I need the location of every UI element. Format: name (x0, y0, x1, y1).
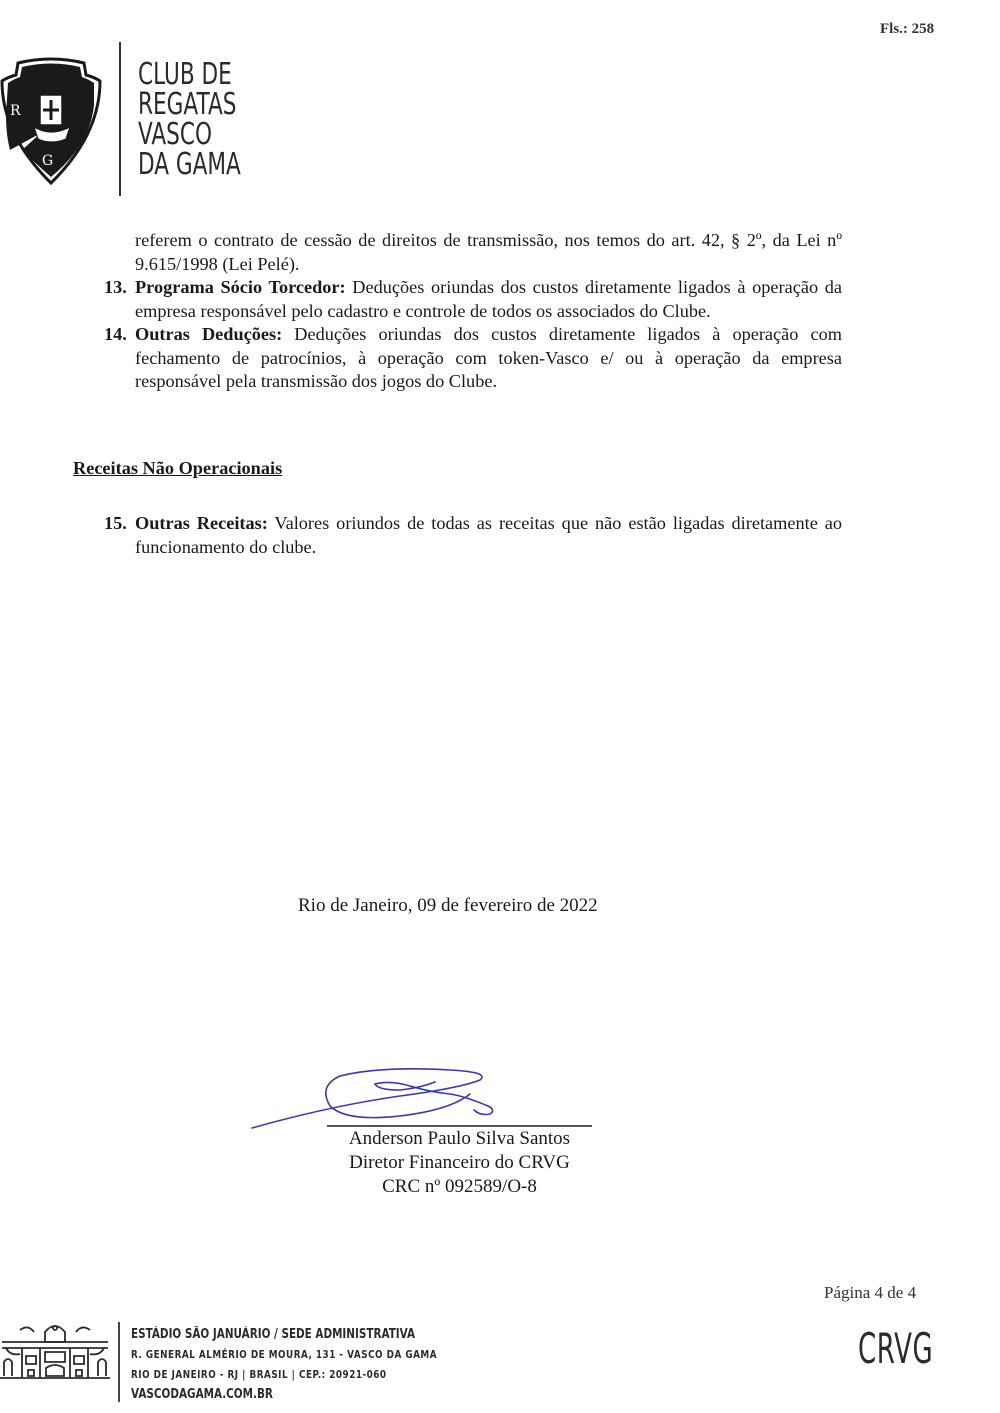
crvg-brand-mark: CRVG (858, 1324, 934, 1373)
signer-name: Anderson Paulo Silva Santos (348, 1128, 571, 1149)
item-12-continuation: referem o contrato de cessão de direitos de transmissão, nos temos do art. 42, § 2º, da Lei nº 9.615/1998 (Lei Pelé). (135, 230, 842, 274)
club-name-line: REGATAS (138, 87, 237, 122)
signer-registration: CRC nº 092589/O-8 (382, 1176, 537, 1197)
footer-city: RIO DE JANEIRO - RJ | BRASIL | CEP.: 20921-060 (131, 1369, 387, 1381)
item-number: 15. (104, 513, 127, 533)
date-line: Rio de Janeiro, 09 de fevereiro de 2022 (298, 895, 598, 916)
club-name-line: VASCO (138, 117, 212, 152)
item-15 (74, 512, 842, 559)
item-number: 14. (104, 324, 127, 344)
footer-website-link[interactable]: VASCODAGAMA.COM.BR (131, 1387, 273, 1402)
svg-text:R: R (10, 103, 21, 119)
signer-role: Diretor Financeiro do CRVG (349, 1152, 570, 1173)
item-14 (74, 323, 842, 394)
stadium-building-icon (0, 1318, 110, 1380)
club-crest-logo (0, 55, 102, 185)
footer-address (131, 1325, 495, 1405)
svg-text:G: G (42, 153, 54, 169)
club-name-logo (138, 57, 241, 182)
definitions-list (74, 229, 842, 394)
item-text: Deduções oriundas dos custos diretamente ligados à operação com fechamento de patrocínios, à operação com token-Vasco e/ ou à operação da empresa responsável pela transmissão dos jogos do Clube. (135, 324, 842, 391)
footer-street: R. GENERAL ALMÉRIO DE MOURA, 131 - VASCO DA GAMA (131, 1349, 438, 1361)
item-13 (74, 276, 842, 323)
section-heading: Receitas Não Operacionais (73, 458, 283, 478)
item-number: 13. (104, 277, 127, 297)
non-operating-revenue-list (74, 512, 842, 559)
item-title: Outras Receitas: (135, 513, 268, 533)
footer-venue: ESTÁDIO SÃO JANUÁRIO / SEDE ADMINISTRATIVA (131, 1327, 416, 1342)
folio-number: Fls.: 258 (880, 21, 935, 37)
club-name-line: CLUB DE (138, 57, 232, 92)
club-name-line: DA GAMA (138, 147, 241, 182)
logo-divider (119, 42, 121, 196)
item-text: Valores oriundos de todas as receitas que não estão ligadas diretamente ao funcionamento do clube. (135, 513, 842, 557)
item-text: Deduções oriundas dos custos diretamente ligados à operação da empresa responsável pelo cadastro e controle de todos os associados do Clube. (135, 277, 843, 321)
item-title: Outras Deduções: (135, 324, 283, 344)
item-title: Programa Sócio Torcedor: (135, 277, 346, 297)
signer-block (327, 1127, 592, 1199)
page-number: Página 4 de 4 (824, 1283, 917, 1302)
signature-scribble (250, 1066, 510, 1132)
footer-divider (118, 1322, 120, 1402)
